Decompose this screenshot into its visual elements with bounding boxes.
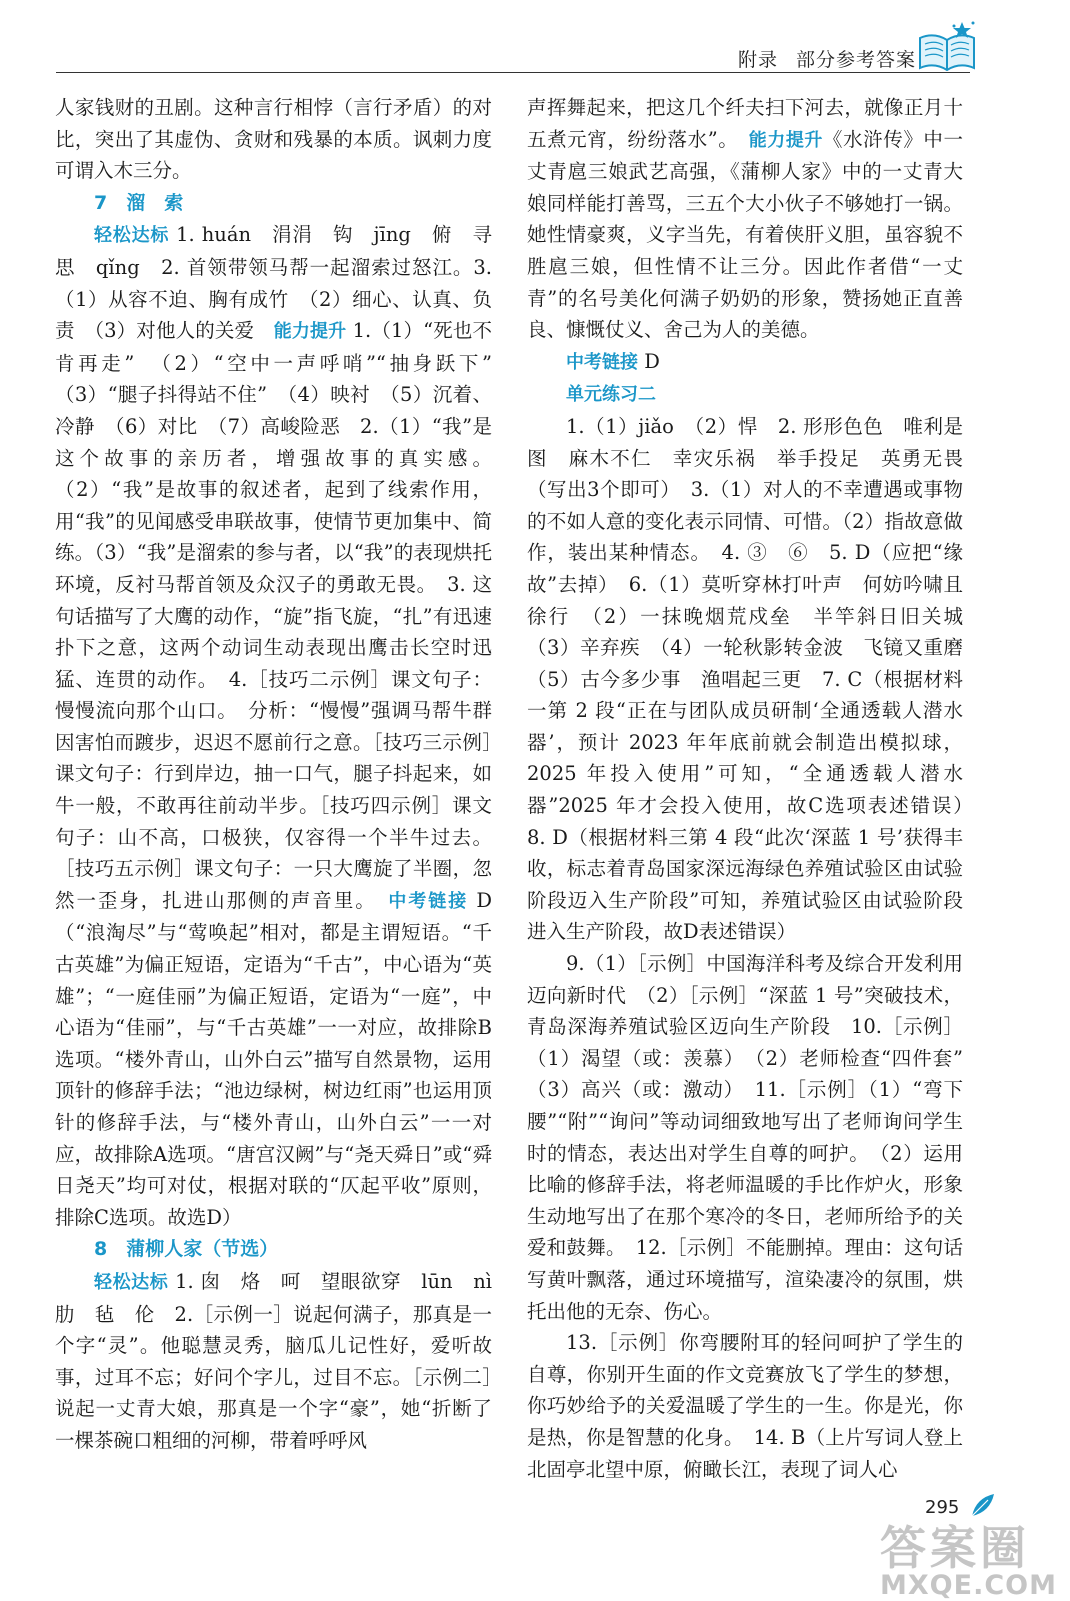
label-easy: 轻松达标: [94, 225, 170, 247]
label-exam-link: 中考链接: [566, 351, 638, 373]
answer-text: D: [638, 349, 660, 373]
section-title-8: [55, 1233, 492, 1266]
label-ability: 能力提升: [273, 321, 347, 343]
page-number: 295: [925, 1497, 960, 1518]
unit-practice-heading: 单元练习二: [566, 384, 656, 406]
header-divider: [56, 72, 970, 73]
header-appendix: 附录: [737, 48, 778, 71]
section-title-7: [55, 187, 492, 220]
answer-text: 声挥舞起来，把这几个纤夫扫下河去，就像正月十五煮元宵，纷纷落水”。: [527, 96, 963, 151]
watermark: [880, 1512, 1057, 1601]
left-paragraph-2: [55, 219, 512, 1233]
right-paragraph-4: 9.（1）［示例］中国海洋科考及综合开发利用迈向新时代 （2）［示例］“深蓝 1 号”突破技术，青岛深海养殖试验区迈向生产阶段 10.［示例］（1）渴望（或：羡慕） （2）老师检查“四件套” （3）高兴（或：激动） 11.［示例］（1）“弯下腰”“附”“询问”等动词细致地写出了老师询问学生时的情态，表达出对学生自尊的呵护。 （2）运用比喻的修辞手法，将老师温暖的手比作炉火，形象生动地写出了在那个寒冷的冬日，老师所给予的关爱和鼓舞。 12.［示例］不能删掉。理由：这句话写黄叶飘落，通过环境描写，渲染凄冷的氛围，烘托出他的无奈、伤心。: [527, 952, 983, 1323]
answer-text: 1. 囱 烙 呵 望眼欲穿 lūn nì 肋 毡 伦 2.［示例一］说起何满子，那真是一个字“灵”。他聪慧灵秀，脑瓜儿记性好，爱听故事，过耳不忘；好问个字儿，过目不忘。［示例二］说起一丈青大娘，那真是一个字“豪”，她“折断了一棵茶碗口粗细的河柳，带着呼呼风: [55, 1269, 512, 1452]
header-section-title: 部分参考答案: [795, 48, 916, 71]
right-column: [527, 92, 983, 1485]
right-paragraph-5: 13.［示例］你弯腰附耳的轻问呵护了学生的自尊，你别开生面的作文竞赛放飞了学生的梦想，你巧妙给予的关爱温暖了学生的一生。你是光，你是热，你是智慧的化身。 14. B（上片写词人登上北固亭北望中原，俯瞰长江，表现了词人心: [527, 1331, 963, 1481]
right-paragraph-1: [527, 92, 963, 346]
open-book-icon: [916, 20, 978, 74]
answer-text: 《水浒传》中一丈青扈三娘武艺高强，《蒲柳人家》中的一丈青大娘同样能打善骂，三五个大小伙子不够她打一锅。她性情豪爽，义字当先，有着侠肝义胆，虽容貌不胜扈三娘，但性情不让三分。因此作者借“一丈青”的名号美化何满子奶奶的形象，赞扬她正直善良、慷慨仗义、舍己为人的美德。: [527, 127, 963, 342]
label-ability: 能力提升: [748, 129, 824, 151]
label-easy: 轻松达标: [94, 1271, 169, 1293]
unit-practice-title: [527, 378, 963, 411]
right-paragraph-2: [527, 346, 963, 379]
left-column: [55, 92, 512, 1457]
watermark-url: MXQE.COM: [880, 1570, 1057, 1601]
answer-text: 1. huán 涓涓 钩 jīng 俯 寻思 qǐng 2. 首领带领马帮一起溜索过怒江。3.（1）从容不迫、胸有成竹 （2）细心、认真、负责 （3）对他人的关爱: [55, 223, 493, 343]
section-heading-8: 8 蒲柳人家（节选）: [94, 1238, 279, 1261]
section-heading-7: 7 溜 索: [94, 191, 184, 214]
answer-text: 1.（1）“死也不肯再走” （2）“空中一声呼哨”“抽身跃下” （3）“腿子抖得站不住” （4）映衬 （5）沉着、冷静 （6）对比 （7）高峻险恶 2.（1）“我”是这个故事的亲历者，增强故事的真实感。（2）“我”是故事的叙述者，起到了线索作用，用“我”的见闻感受串联故事，使情节更加集中、简练。（3）“我”是溜索的参与者，以“我”的表现烘托环境，反衬马帮首领及众汉子的勇敢无畏。 3. 这句话描写了大鹰的动作，“旋”指飞旋，“扎”有迅速扑下之意，这两个动词生动表现出鹰击长空时迅猛、连贯的动作。 4.［技巧二示例］课文句子：慢慢流向那个山口。 分析：“慢慢”强调马帮牛群因害怕而踱步，迟迟不愿前行之意。［技巧三示例］课文句子：行到岸边，抽一口气，腿子抖起来，如牛一般，不敢再往前动半步。［技巧四示例］课文句子：山不高，口极狭，仅容得一个半牛过去。［技巧五示例］课文句子：一只大鹰旋了半圈，忽然一歪身，扎进山那侧的声音里。: [55, 319, 512, 912]
watermark-logo-text: 答案圈: [880, 1521, 1030, 1575]
left-paragraph-3: [55, 1266, 512, 1457]
header-title: [738, 45, 916, 72]
left-paragraph-1: 人家钱财的丑剧。这种言行相悖（言行矛盾）的对比，突出了其虚伪、贪财和残暴的本质。讽刺力度可谓入木三分。: [55, 96, 492, 183]
label-exam-link: 中考链接: [388, 890, 469, 912]
right-paragraph-3: 1.（1）jiǎo （2）悍 2. 形形色色 唯利是图 麻木不仁 幸灾乐祸 举手投足 英勇无畏（写出3个即可） 3.（1）对人的不幸遭遇或事物的不如人意的变化表示同情、可惜。（2）指故意做作，装出某种情态。 4. ③ ⑥ 5. D（应把“缘故”去掉） 6.（1）莫听穿林打叶声 何妨吟啸且徐行 （2）一抹晚烟荒戍垒 半竿斜日旧关城 （3）辛弃疾 （4）一轮秋影转金波 飞镜又重磨 （5）古今多少事 渔唱起三更 7. C（根据材料一第 2 段“正在与团队成员研制‘全通透载人潜水器’，预计 2023 年年底前就会制造出模拟球，2025 年投入使用”可知，“全通透载人潜水器”2025 年才会投入使用，故C选项表述错误） 8. D（根据材料三第 4 段“此次‘深蓝 1 号’获得丰收，标志着青岛国家深远海绿色养殖试验区由试验阶段迈入生产阶段”可知，养殖试验区由试验阶段进入生产阶段，故D表述错误）: [527, 414, 983, 944]
answer-text: D（“浪淘尽”与“莺唤起”相对，都是主谓短语。“千古英雄”为偏正短语，定语为“千古”，中心语为“英雄”；“一庭佳丽”为偏正短语，定语为“一庭”，中心语为“佳丽”，与“千古英雄”一一对应，故排除B选项。“楼外青山，山外白云”描写自然景物，运用顶针的修辞手法；“池边绿树，树边红雨”也运用顶针的修辞手法，与“楼外青山，山外白云”一一对应，故排除A选项。“唐宫汉阙”与“尧天舜日”或“舜日尧天”均可对仗，根据对联的“仄起平收”原则，排除C选项。故选D）: [55, 888, 492, 1229]
